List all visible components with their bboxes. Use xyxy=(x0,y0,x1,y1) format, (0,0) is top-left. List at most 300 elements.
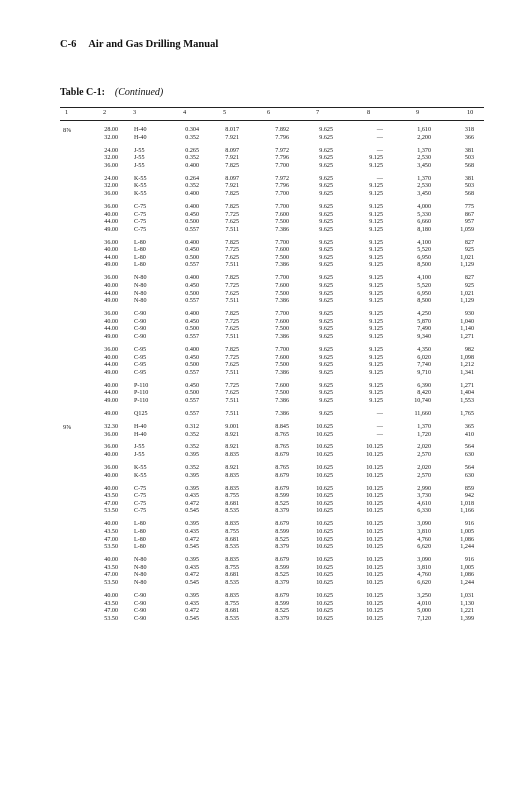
row-group xyxy=(60,486,484,516)
table-cell: 8.097 xyxy=(225,147,239,154)
table-row xyxy=(60,432,484,440)
table-cell: 9.625 xyxy=(319,134,333,141)
table-cell: 9.625 xyxy=(319,318,333,325)
table-cell: 0.304 xyxy=(185,127,199,133)
table-row xyxy=(60,521,484,529)
table-cell: C-90 xyxy=(134,615,147,622)
table-row xyxy=(60,347,484,355)
table-cell: 8.017 xyxy=(225,127,239,133)
table-cell: 10.625 xyxy=(316,600,333,607)
table-cell: 9.125 xyxy=(369,247,383,254)
table-row xyxy=(60,362,484,370)
table-cell: 7.500 xyxy=(275,254,289,261)
table-cell: 4,350 xyxy=(417,346,431,353)
table-row xyxy=(60,326,484,334)
table-cell: 381 xyxy=(464,175,474,182)
table-row xyxy=(60,601,484,609)
table-row xyxy=(60,219,484,227)
table-cell: 8.679 xyxy=(275,592,289,599)
table-cell: 942 xyxy=(464,493,474,500)
table-cell: 7.625 xyxy=(225,362,239,369)
table-cell: 10.625 xyxy=(316,521,333,528)
table-cell: 7.386 xyxy=(275,262,289,269)
table-cell: 7.500 xyxy=(275,326,289,333)
table-cell: 1,098 xyxy=(460,354,474,361)
table-cell: 1,166 xyxy=(460,508,474,515)
table-cell: 0.500 xyxy=(185,326,199,333)
table-cell: 630 xyxy=(464,472,474,479)
table-cell: 9.125 xyxy=(369,326,383,333)
row-group xyxy=(60,444,484,459)
table-cell: 8.679 xyxy=(275,485,289,492)
table-row xyxy=(60,557,484,565)
table-cell: 10.125 xyxy=(366,615,383,622)
table-cell: 3,250 xyxy=(417,592,431,599)
table-cell: 44.00 xyxy=(104,326,118,333)
table-row xyxy=(60,183,484,191)
table-cell: 44.00 xyxy=(104,290,118,297)
table-cell: 9.625 xyxy=(319,190,333,197)
table-cell: 9.125 xyxy=(369,318,383,325)
table-cell: 9.125 xyxy=(369,239,383,246)
table-cell: 0.557 xyxy=(185,298,199,305)
table-cell: 9.125 xyxy=(369,362,383,369)
table-cell: 7.796 xyxy=(275,183,289,190)
table-cell: 9.625 xyxy=(319,203,333,210)
table-cell: 8.835 xyxy=(225,485,239,492)
table-cell: N-80 xyxy=(134,564,147,571)
table-cell: 0.352 xyxy=(185,134,199,141)
table-cell: 9.625 xyxy=(319,369,333,376)
table-cell: K-55 xyxy=(134,175,147,182)
table-cell: 8.765 xyxy=(275,465,289,472)
table-cell: 7,740 xyxy=(417,362,431,369)
table-row xyxy=(60,247,484,255)
table-cell: 0.395 xyxy=(185,592,199,599)
table-cell: 7.796 xyxy=(275,134,289,141)
table-cell: 6,950 xyxy=(417,254,431,261)
row-group xyxy=(60,148,484,171)
table-cell: — xyxy=(376,431,383,438)
table-cell: 9.625 xyxy=(319,219,333,226)
table-cell: 6,390 xyxy=(417,382,431,389)
table-cell: 6,020 xyxy=(417,354,431,361)
table-cell: 9.125 xyxy=(369,397,383,404)
table-cell: 7.825 xyxy=(225,239,239,246)
table-cell: C-90 xyxy=(134,311,147,318)
table-cell: 8.755 xyxy=(225,529,239,535)
table-cell: P-110 xyxy=(134,382,149,389)
table-cell: 3,450 xyxy=(417,162,431,169)
table-row xyxy=(60,227,484,235)
table-cell: 8.835 xyxy=(225,452,239,459)
table-cell: 2,020 xyxy=(417,465,431,472)
table-cell: 10.125 xyxy=(366,465,383,472)
table-cell: 10.625 xyxy=(316,431,333,438)
table-cell: 47.00 xyxy=(104,500,118,507)
table-cell: 9.001 xyxy=(225,423,239,430)
table-cell: 10.125 xyxy=(366,557,383,564)
table-cell: 8.599 xyxy=(275,493,289,500)
table-cell: 8,500 xyxy=(417,298,431,305)
table-cell: 0.500 xyxy=(185,290,199,297)
table-cell: 0.352 xyxy=(185,465,199,472)
table-cell: 7.825 xyxy=(225,275,239,282)
table-cell: P-110 xyxy=(134,390,149,397)
table-cell: 10.625 xyxy=(316,592,333,599)
table-cell: 10.125 xyxy=(366,444,383,451)
table-cell: 36.00 xyxy=(104,203,118,210)
table-cell: 2,020 xyxy=(417,444,431,451)
table-cell: 7.700 xyxy=(275,190,289,197)
table-cell: — xyxy=(376,423,383,430)
table-cell: 7.700 xyxy=(275,162,289,169)
table-cell: 8.097 xyxy=(225,175,239,182)
table-cell: 9.625 xyxy=(319,290,333,297)
table-cell: 9.125 xyxy=(369,298,383,305)
table-cell: 0.352 xyxy=(185,155,199,162)
table-row xyxy=(60,572,484,580)
table-cell: 10.625 xyxy=(316,536,333,543)
table-cell: 8.835 xyxy=(225,521,239,528)
table-cell: 6,660 xyxy=(417,219,431,226)
table-cell: 9.125 xyxy=(369,275,383,282)
table-cell: 1,341 xyxy=(460,369,474,376)
table-cell: C-90 xyxy=(134,326,147,333)
table-row xyxy=(60,334,484,342)
table-cell: 1,399 xyxy=(460,615,474,622)
table-cell: 40.00 xyxy=(104,452,118,459)
table-row xyxy=(60,127,484,135)
table-cell: 8.921 xyxy=(225,465,239,472)
table-cell: 9.625 xyxy=(319,382,333,389)
table-cell: 7.625 xyxy=(225,326,239,333)
row-group xyxy=(60,465,484,480)
table-cell: 7.386 xyxy=(275,369,289,376)
table-cell: 7.796 xyxy=(275,155,289,162)
table-cell: 9.125 xyxy=(369,254,383,261)
table-cell: 7.511 xyxy=(225,334,239,340)
table-cell: 9.125 xyxy=(369,290,383,297)
table-cell: 49.00 xyxy=(104,334,118,340)
table-cell: C-95 xyxy=(134,354,147,361)
table-cell: 36.00 xyxy=(104,465,118,472)
table-cell: N-80 xyxy=(134,572,147,579)
table-cell: 9.125 xyxy=(369,155,383,162)
table-cell: 9.125 xyxy=(369,190,383,197)
table-cell: 859 xyxy=(464,485,474,492)
table-cell: 9.125 xyxy=(369,369,383,376)
table-cell: 7.725 xyxy=(225,354,239,361)
table-cell: 1,244 xyxy=(460,579,474,586)
table-cell: N-80 xyxy=(134,275,147,282)
table-cell: 9,340 xyxy=(417,334,431,340)
table-cell: 44.00 xyxy=(104,362,118,369)
table-cell: 0.395 xyxy=(185,472,199,479)
table-cell: 10.625 xyxy=(316,493,333,500)
table-row xyxy=(60,529,484,537)
table-cell: 10,740 xyxy=(414,397,431,404)
table-cell: C-75 xyxy=(134,500,147,507)
table-cell: 8.525 xyxy=(275,500,289,507)
table-cell: 7.700 xyxy=(275,346,289,353)
table-cell: 9.625 xyxy=(319,147,333,154)
table-row xyxy=(60,383,484,391)
table-cell: 7.825 xyxy=(225,346,239,353)
table-cell: N-80 xyxy=(134,283,147,290)
table-cell: 7.725 xyxy=(225,318,239,325)
table-row xyxy=(60,204,484,212)
table-cell: 0.395 xyxy=(185,485,199,492)
table-cell: 4,760 xyxy=(417,536,431,543)
table-cell: 7.500 xyxy=(275,219,289,226)
table-cell: 36.00 xyxy=(104,190,118,197)
table-cell: 318 xyxy=(464,127,474,133)
table-cell: 9.625 xyxy=(319,354,333,361)
table-cell: 7.500 xyxy=(275,390,289,397)
table-row xyxy=(60,275,484,283)
table-cell: 36.00 xyxy=(104,275,118,282)
table-cell: 1,610 xyxy=(417,127,431,133)
table-cell: 0.472 xyxy=(185,536,199,543)
table-cell: 10.625 xyxy=(316,557,333,564)
table-cell: 775 xyxy=(464,203,474,210)
table-cell: 7.600 xyxy=(275,247,289,254)
table-cell: 47.00 xyxy=(104,608,118,615)
table-cell: 0.264 xyxy=(185,175,199,182)
column-number-8: 8 xyxy=(367,109,371,116)
table-cell: 1,212 xyxy=(460,362,474,369)
table-cell: 2,200 xyxy=(417,134,431,141)
table-cell: 0.500 xyxy=(185,390,199,397)
table-cell: L-80 xyxy=(134,262,146,269)
table-cell: 0.557 xyxy=(185,369,199,376)
table-row xyxy=(60,411,484,419)
table-cell: 8.845 xyxy=(275,423,289,430)
table-cell: K-55 xyxy=(134,465,147,472)
table-cell: 0.312 xyxy=(185,423,199,430)
table-row xyxy=(60,298,484,306)
table-cell: 1,140 xyxy=(460,326,474,333)
table-cell: 9.625 xyxy=(319,311,333,318)
table-cell: 8.599 xyxy=(275,529,289,535)
table-cell: Q125 xyxy=(134,410,148,417)
table-cell: 7.600 xyxy=(275,382,289,389)
table-cell: 7.825 xyxy=(225,162,239,169)
table-cell: L-80 xyxy=(134,521,146,528)
table-cell: C-90 xyxy=(134,318,147,325)
table-cell: 8,420 xyxy=(417,390,431,397)
casing-size-cell: 8⅝ xyxy=(63,127,71,134)
table-row xyxy=(60,444,484,452)
table-cell: 9,710 xyxy=(417,369,431,376)
table-cell: 8.921 xyxy=(225,431,239,438)
table-cell: 982 xyxy=(464,346,474,353)
table-cell: 9.625 xyxy=(319,155,333,162)
table-cell: 0.450 xyxy=(185,247,199,254)
table-cell: C-75 xyxy=(134,485,147,492)
table-row xyxy=(60,355,484,363)
table-cell: 10.125 xyxy=(366,536,383,543)
table-cell: 10.625 xyxy=(316,423,333,430)
table-cell: C-90 xyxy=(134,600,147,607)
table-cell: 1,021 xyxy=(460,254,474,261)
table-cell: 0.400 xyxy=(185,239,199,246)
table-cell: 49.00 xyxy=(104,369,118,376)
casing-size-cell: 9⅝ xyxy=(63,423,71,431)
table-cell: 1,018 xyxy=(460,500,474,507)
table-cell: 0.395 xyxy=(185,557,199,564)
table-cell: 28.00 xyxy=(104,127,118,133)
table-cell: 10.625 xyxy=(316,485,333,492)
table-cell: 9.625 xyxy=(319,127,333,133)
table-cell: C-90 xyxy=(134,334,147,340)
table-cell: 8.681 xyxy=(225,500,239,507)
table-cell: L-80 xyxy=(134,254,146,261)
table-cell: 0.400 xyxy=(185,275,199,282)
table-cell: 1,370 xyxy=(417,423,431,430)
table-cell: 10.125 xyxy=(366,608,383,615)
table-cell: 8.921 xyxy=(225,444,239,451)
table-subtitle: (Continued) xyxy=(114,87,164,98)
table-cell: — xyxy=(376,127,383,133)
table-cell: C-95 xyxy=(134,346,147,353)
table-cell: 1,005 xyxy=(460,564,474,571)
table-cell: N-80 xyxy=(134,298,147,305)
table-cell: 9.625 xyxy=(319,211,333,218)
table-cell: 8.525 xyxy=(275,608,289,615)
casing-data-table xyxy=(60,127,484,623)
table-cell: 1,244 xyxy=(460,544,474,551)
table-cell: 10.125 xyxy=(366,472,383,479)
table-cell: 1,271 xyxy=(460,334,474,340)
page-number: C-6 xyxy=(60,39,77,50)
table-cell: 5,330 xyxy=(417,211,431,218)
table-cell: 0.435 xyxy=(185,493,199,500)
table-cell: 7.511 xyxy=(225,226,239,233)
table-cell: 2,530 xyxy=(417,183,431,190)
table-cell: 0.557 xyxy=(185,262,199,269)
book-title: Air and Gas Drilling Manual xyxy=(88,39,219,50)
table-row xyxy=(60,176,484,184)
table-cell: 3,090 xyxy=(417,521,431,528)
table-cell: 9.125 xyxy=(369,311,383,318)
table-cell: C-75 xyxy=(134,226,147,233)
table-cell: 0.435 xyxy=(185,600,199,607)
table-cell: 0.545 xyxy=(185,544,199,551)
table-cell: 10.625 xyxy=(316,500,333,507)
table-cell: 1,086 xyxy=(460,536,474,543)
table-cell: 8.765 xyxy=(275,444,289,451)
table-cell: 8.835 xyxy=(225,592,239,599)
table-cell: 8.379 xyxy=(275,508,289,515)
table-cell: 7.825 xyxy=(225,203,239,210)
table-cell: 5,520 xyxy=(417,247,431,254)
table-row xyxy=(60,370,484,378)
table-cell: 9.625 xyxy=(319,175,333,182)
table-cell: 7.725 xyxy=(225,211,239,218)
table-cell: 8.679 xyxy=(275,557,289,564)
table-cell: 8.765 xyxy=(275,431,289,438)
table-cell: 381 xyxy=(464,147,474,154)
table-cell: 630 xyxy=(464,452,474,459)
table-cell: 0.265 xyxy=(185,147,199,154)
table-row xyxy=(60,390,484,398)
table-cell: 0.500 xyxy=(185,219,199,226)
table-cell: 44.00 xyxy=(104,390,118,397)
table-cell: 24.00 xyxy=(104,175,118,182)
row-group xyxy=(60,557,484,587)
table-cell: 36.00 xyxy=(104,431,118,438)
table-cell: 568 xyxy=(464,162,474,169)
table-cell: 9.625 xyxy=(319,334,333,340)
table-cell: 40.00 xyxy=(104,472,118,479)
table-row xyxy=(60,398,484,406)
table-row xyxy=(60,616,484,624)
table-cell: 8.525 xyxy=(275,572,289,579)
table-cell: 49.00 xyxy=(104,226,118,233)
table-cell: 9.625 xyxy=(319,397,333,404)
table-cell: 10.625 xyxy=(316,529,333,535)
table-caption xyxy=(60,87,163,98)
table-cell: 10.625 xyxy=(316,564,333,571)
table-cell: 7.825 xyxy=(225,190,239,197)
table-cell: 9.625 xyxy=(319,254,333,261)
table-cell: 2,570 xyxy=(417,452,431,459)
table-cell: J-55 xyxy=(134,452,145,459)
table-cell: 0.500 xyxy=(185,254,199,261)
table-cell: 7.921 xyxy=(225,134,239,141)
table-cell: 36.00 xyxy=(104,311,118,318)
table-row xyxy=(60,319,484,327)
table-cell: 40.00 xyxy=(104,557,118,564)
table-cell: 40.00 xyxy=(104,485,118,492)
table-cell: 8.679 xyxy=(275,521,289,528)
table-cell: 7.386 xyxy=(275,410,289,417)
table-cell: 53.50 xyxy=(104,544,118,551)
table-cell: 9.125 xyxy=(369,183,383,190)
table-cell: K-55 xyxy=(134,183,147,190)
table-cell: 40.00 xyxy=(104,354,118,361)
table-cell: 9.125 xyxy=(369,354,383,361)
row-group xyxy=(60,424,484,439)
table-row xyxy=(60,493,484,501)
table-cell: H-40 xyxy=(134,431,147,438)
page-header xyxy=(60,39,218,50)
table-cell: J-55 xyxy=(134,147,145,154)
table-cell: 0.395 xyxy=(185,452,199,459)
table-cell: 1,130 xyxy=(460,600,474,607)
table-cell: C-75 xyxy=(134,203,147,210)
table-cell: 0.400 xyxy=(185,162,199,169)
table-cell: 365 xyxy=(464,423,474,430)
table-row xyxy=(60,537,484,545)
table-cell: 8.379 xyxy=(275,615,289,622)
table-cell: 10.625 xyxy=(316,608,333,615)
column-number-10: 10 xyxy=(467,109,474,116)
table-cell: 49.00 xyxy=(104,397,118,404)
table-cell: 7.511 xyxy=(225,369,239,376)
table-cell: 0.352 xyxy=(185,444,199,451)
table-cell: 7.500 xyxy=(275,362,289,369)
table-cell: 9.125 xyxy=(369,162,383,169)
table-cell: 0.472 xyxy=(185,500,199,507)
table-cell: 9.625 xyxy=(319,162,333,169)
table-cell: 10.125 xyxy=(366,500,383,507)
table-cell: J-55 xyxy=(134,444,145,451)
table-cell: C-75 xyxy=(134,493,147,500)
table-cell: 7.500 xyxy=(275,290,289,297)
